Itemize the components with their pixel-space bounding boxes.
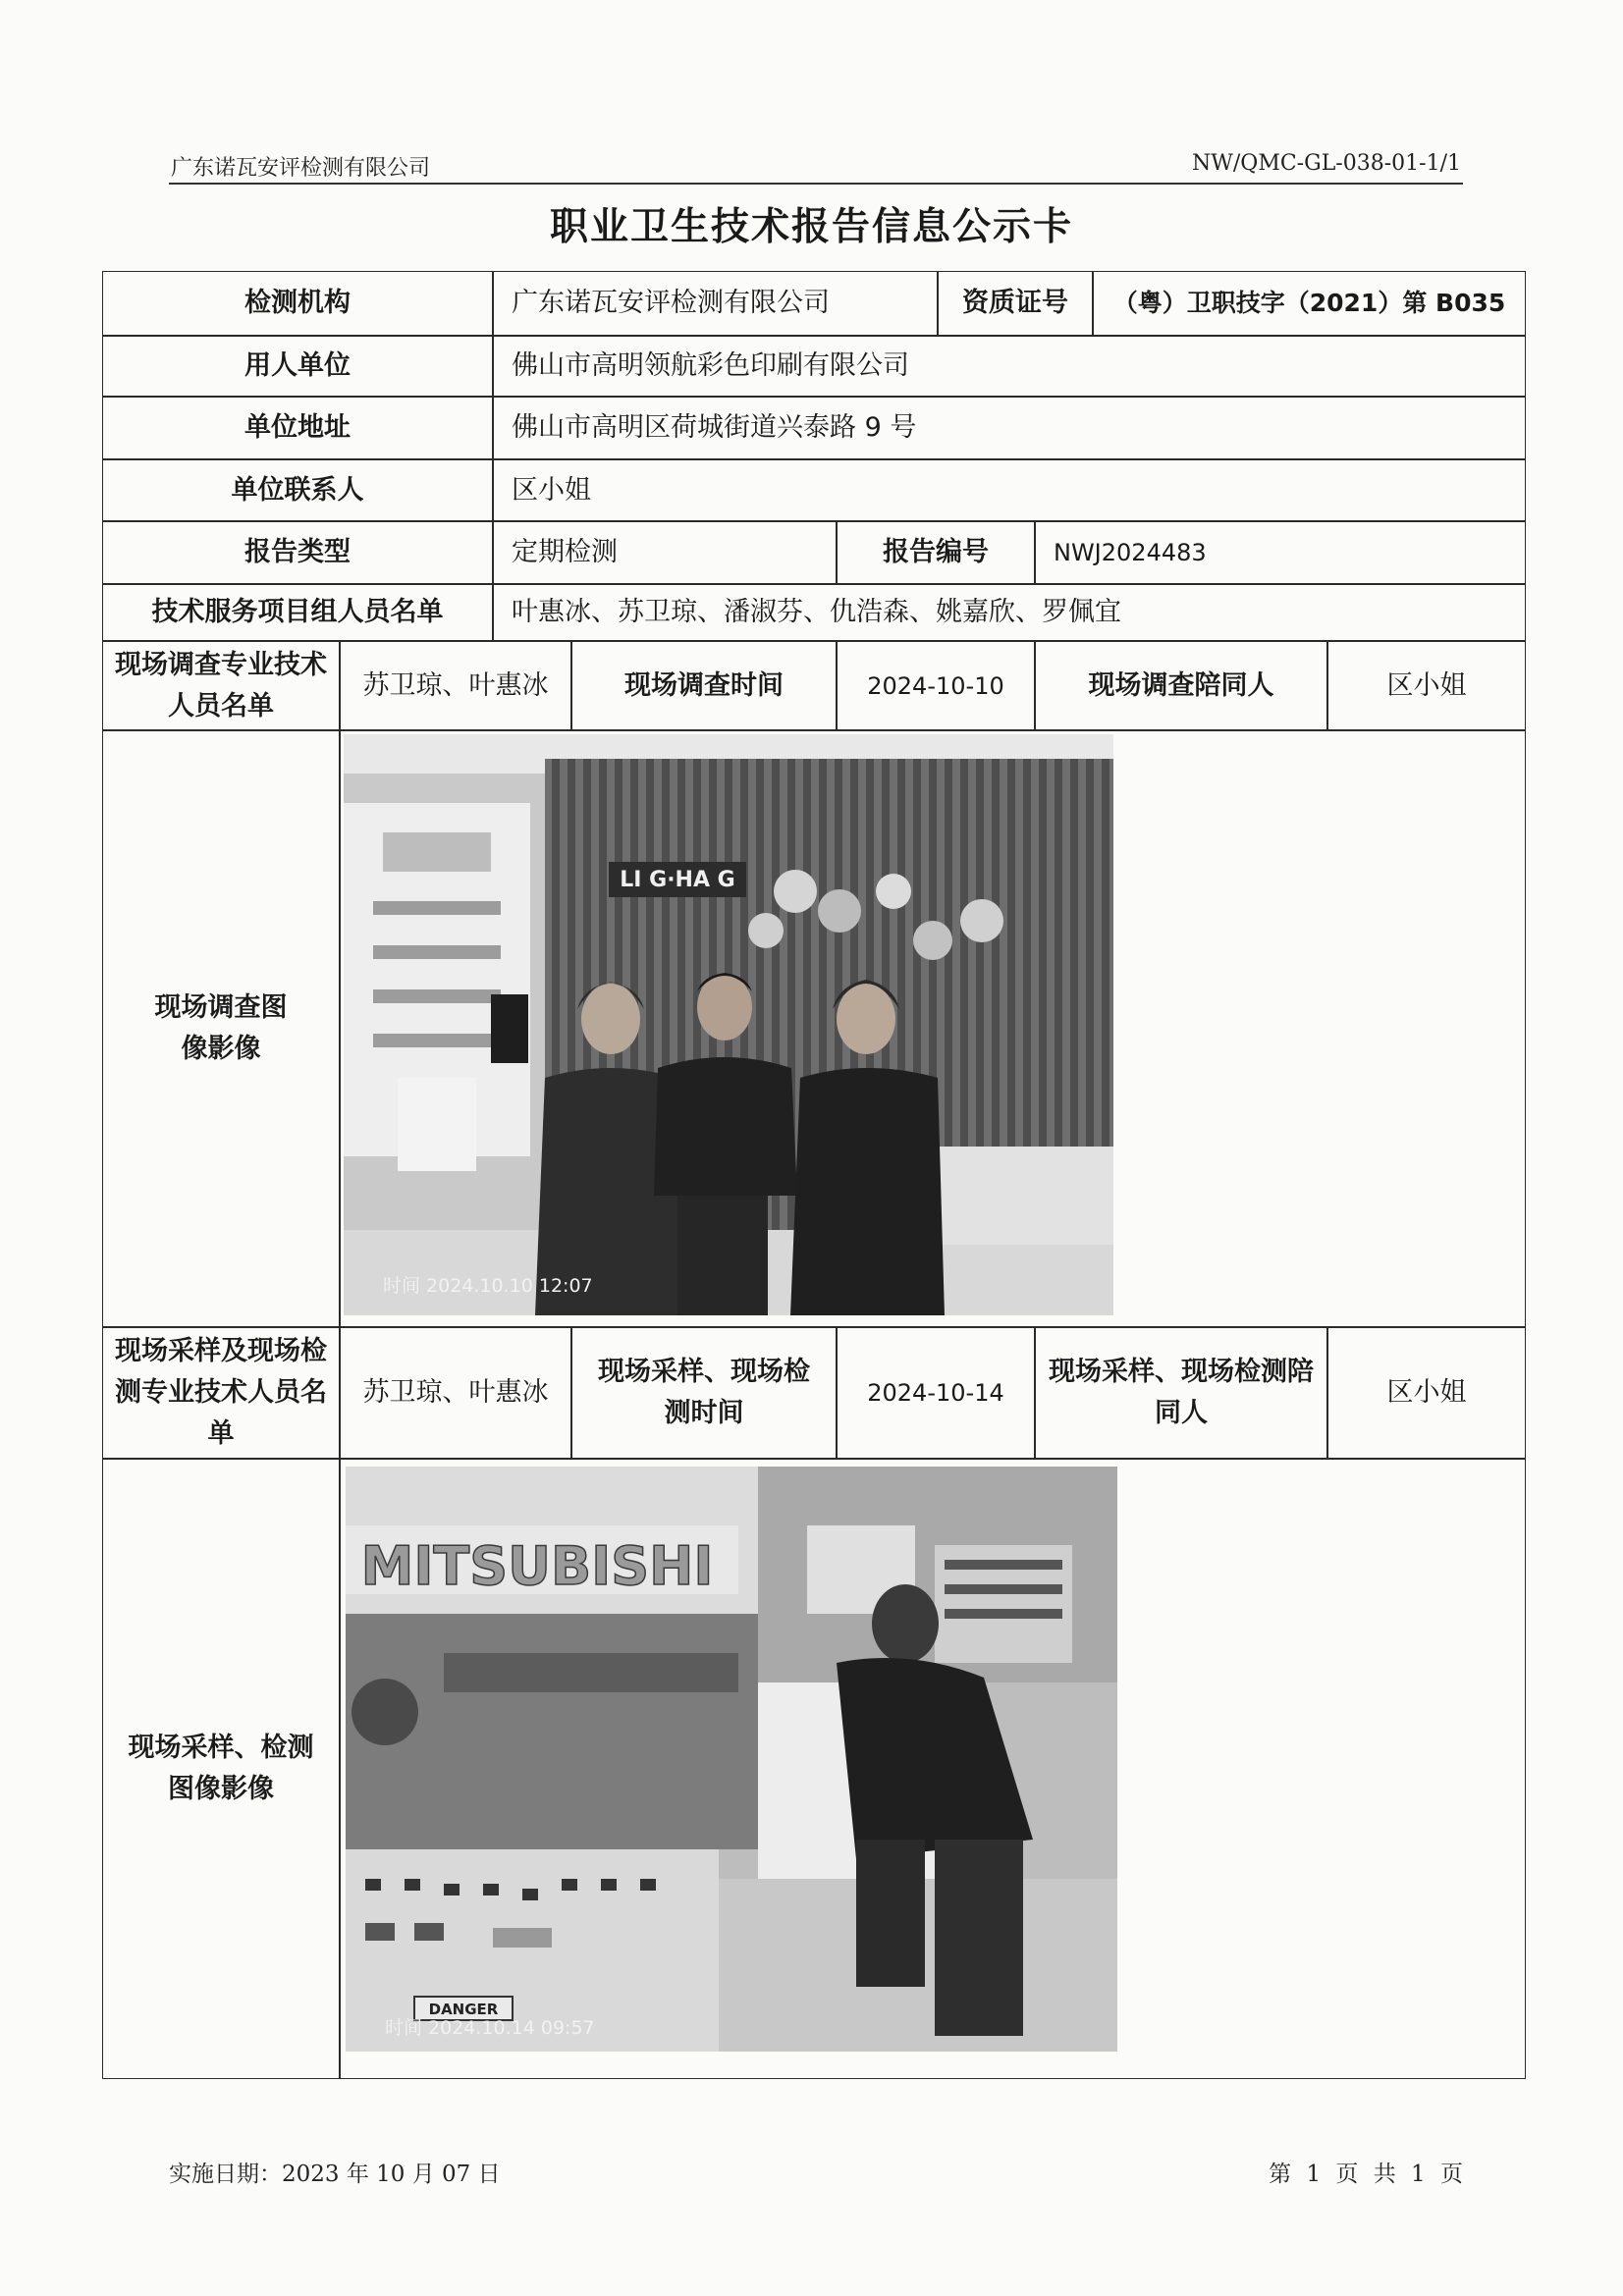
employer-value: 佛山市高明领航彩色印刷有限公司 <box>493 336 1526 397</box>
report-type-label: 报告类型 <box>102 521 493 584</box>
page-header <box>169 147 1463 185</box>
wall-sign-text: LI G·HA G <box>620 868 735 892</box>
survey-image-label: 现场调查图像影像 <box>102 730 340 1327</box>
cert-value: （粤）卫职技字（2021）第 B035 <box>1093 271 1526 336</box>
employer-label: 用人单位 <box>102 336 493 397</box>
contact-label: 单位联系人 <box>102 459 493 521</box>
sampling-photo-drawing <box>346 1467 1117 2052</box>
page-footer <box>169 2156 1463 2191</box>
sampling-staff-label: 现场采样及现场检测专业技术人员名单 <box>102 1327 340 1459</box>
report-no-label: 报告编号 <box>837 521 1035 584</box>
document-title: 职业卫生技术报告信息公示卡 <box>549 204 1073 249</box>
effective-date: 实施日期：2023 年 10 月 07 日 <box>169 2162 501 2187</box>
machine-brand-text: MITSUBISHI <box>360 1535 714 1597</box>
sampling-photo-timestamp: 时间 2024.10.14 09:57 <box>385 2017 595 2039</box>
address-value: 佛山市高明区荷城街道兴泰路 9 号 <box>493 397 1526 459</box>
team-value: 叶惠冰、苏卫琼、潘淑芬、仇浩森、姚嘉欣、罗佩宜 <box>493 584 1526 641</box>
page-number: 第 1 页 共 1 页 <box>1269 2162 1463 2187</box>
report-type-value: 定期检测 <box>493 521 837 584</box>
sampling-photo <box>346 1467 1117 2052</box>
sampling-time-value: 2024-10-14 <box>837 1327 1035 1459</box>
sampling-escort-value: 区小姐 <box>1327 1327 1526 1459</box>
survey-escort-value: 区小姐 <box>1327 641 1526 730</box>
sampling-time-label: 现场采样、现场检测时间 <box>571 1327 837 1459</box>
survey-escort-label: 现场调查陪同人 <box>1035 641 1327 730</box>
address-label: 单位地址 <box>102 397 493 459</box>
sampling-escort-label: 现场采样、现场检测陪同人 <box>1035 1327 1327 1459</box>
report-no-value: NWJ2024483 <box>1035 521 1526 584</box>
header-company: 广东诺瓦安评检测有限公司 <box>171 156 431 181</box>
danger-label-text: DANGER <box>428 2001 499 2018</box>
survey-time-label: 现场调查时间 <box>571 641 837 730</box>
sampling-staff-value: 苏卫琼、叶惠冰 <box>340 1327 571 1459</box>
sampling-image-label: 现场采样、检测图像影像 <box>102 1459 340 2079</box>
survey-photo-drawing <box>344 734 1113 1315</box>
agency-value: 广东诺瓦安评检测有限公司 <box>493 271 938 336</box>
survey-staff-label: 现场调查专业技术人员名单 <box>102 641 340 730</box>
survey-staff-value: 苏卫琼、叶惠冰 <box>340 641 571 730</box>
survey-photo-timestamp: 时间 2024.10.10 12:07 <box>383 1275 593 1297</box>
header-doc-code: NW/QMC-GL-038-01-1/1 <box>1192 151 1461 176</box>
cert-label: 资质证号 <box>938 271 1093 336</box>
survey-photo <box>344 734 1113 1315</box>
survey-time-value: 2024-10-10 <box>837 641 1035 730</box>
contact-value: 区小姐 <box>493 459 1526 521</box>
agency-label: 检测机构 <box>102 271 493 336</box>
team-label: 技术服务项目组人员名单 <box>102 584 493 641</box>
